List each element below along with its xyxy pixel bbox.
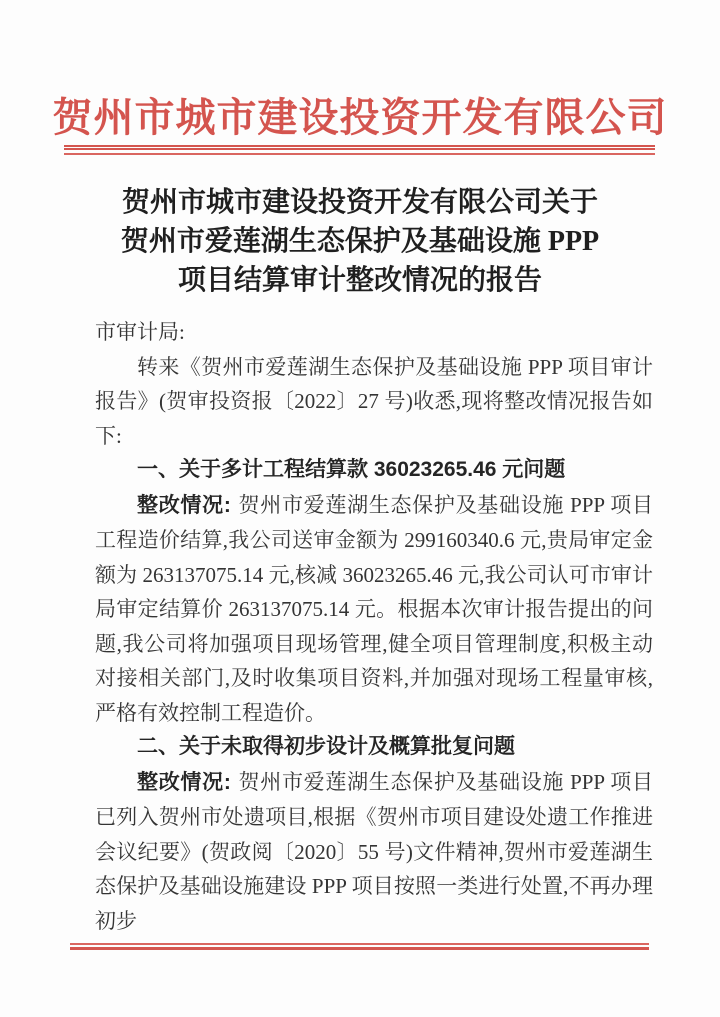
letterhead-divider-line-2 xyxy=(64,148,655,150)
footer-divider-line-2 xyxy=(70,947,649,950)
letterhead-divider-line-3 xyxy=(64,153,655,155)
section-1-heading: 一、关于多计工程结算款 36023265.46 元问题 xyxy=(137,458,566,481)
letterhead-company-name: 贺州市城市建设投资开发有限公司 xyxy=(52,95,668,140)
section-2-text: 贺州市爱莲湖生态保护及基础设施 PPP 项目已列入贺州市处遗项目,根据《贺州市项目建设处遗工作推进会议纪要》(贺政阅〔2020〕55 号)文件精神,贺州市爱莲湖生态保护及基础设施建设 PPP 项目按照一类进行处置,不再办理初步 xyxy=(95,769,653,933)
salutation: 市审计局: xyxy=(95,320,185,344)
intro-paragraph: 转来《贺州市爱莲湖生态保护及基础设施 PPP 项目审计报告》(贺审投资报〔2022〕27 号)收悉,现将整改情况报告如下: xyxy=(95,354,653,448)
footer-divider xyxy=(70,943,649,950)
section-1-text: 贺州市爱莲湖生态保护及基础设施 PPP 项目工程造价结算,我公司送审金额为 299160340.6 元,贵局审定金额为 263137075.14 元,核减 36023265.46 元,我公司认可市审计局审定结算价 263137075.14 元。根据本次审计报告提出的问题,我公司将加强项目现场管理,健全项目管理制度,积极主动对接相关部门,及时收集项目资料,并加强对现场工程量审核,严格有效控制工程造价。 xyxy=(95,492,653,725)
section-1-paragraph xyxy=(95,488,653,731)
document-body xyxy=(95,315,653,938)
title-line-3: 项目结算审计整改情况的报告 xyxy=(177,265,542,296)
document-title xyxy=(60,183,660,300)
title-line-2: 贺州市爱莲湖生态保护及基础设施 PPP xyxy=(120,226,600,257)
section-2-heading: 二、关于未取得初步设计及概算批复问题 xyxy=(137,735,515,758)
section-2-lead: 整改情况: xyxy=(137,770,231,794)
title-line-1: 贺州市城市建设投资开发有限公司关于 xyxy=(121,187,598,218)
section-1-lead: 整改情况: xyxy=(137,493,231,517)
section-2-paragraph xyxy=(95,765,653,939)
letterhead-divider-line-1 xyxy=(64,145,655,147)
letterhead-divider xyxy=(64,145,655,155)
footer-divider-line-1 xyxy=(70,943,649,945)
